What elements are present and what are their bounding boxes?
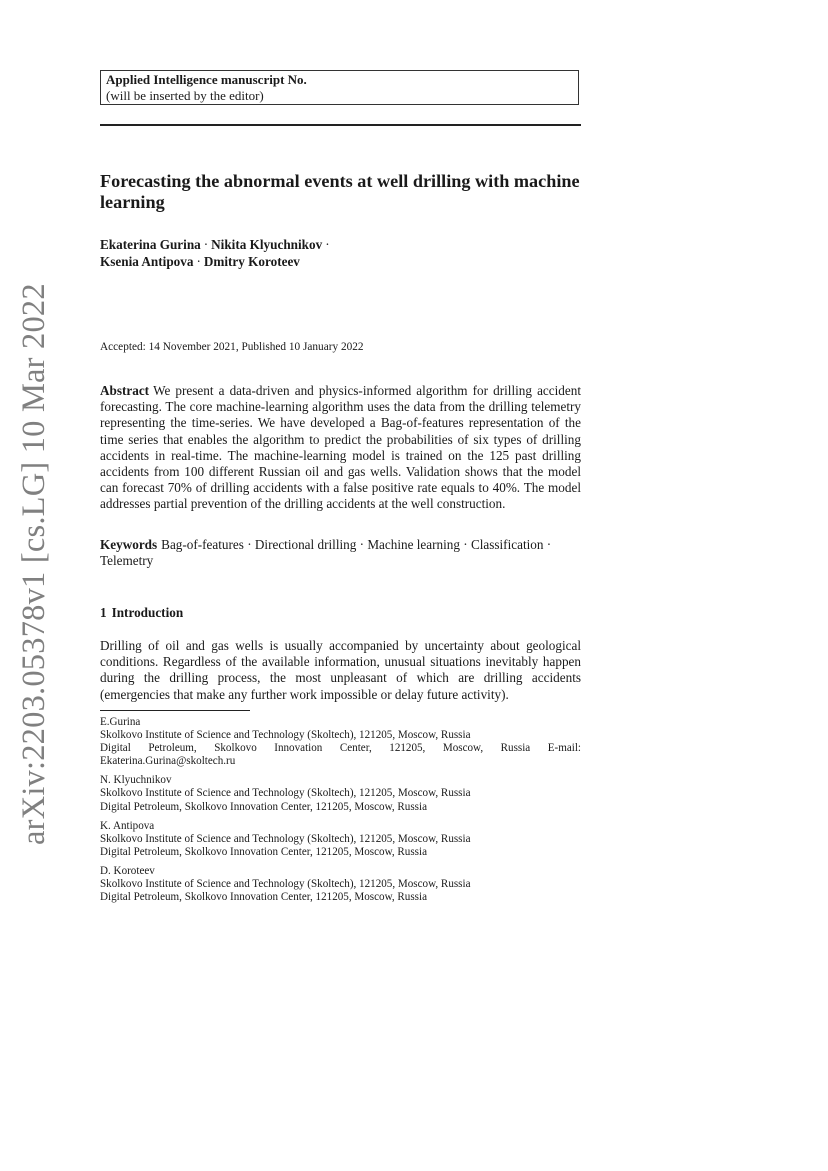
header-divider <box>100 124 581 126</box>
author-list <box>100 236 580 270</box>
affiliation-line: Skolkovo Institute of Science and Technology (Skoltech), 121205, Moscow, Russia <box>100 832 471 845</box>
affiliation-block <box>100 865 581 904</box>
abstract-text: We present a data-driven and physics-informed algorithm for drilling accident forecasting. The core machine-learning algorithm uses the data from the drilling telemetry representing the time-series. We have developed a Bag-of-features representation of the time series that enables the algorithm to predict the probabilities of six types of drilling accidents in real-time. The machine-learning model is trained on the 125 past drilling accidents from 100 different Russian oil and gas wells. Validation shows that the model can forecast 70% of drilling accidents with a false positive rate equals to 40%. The model addresses partial prevention of the drilling accidents at the well construction. <box>100 383 581 512</box>
section-heading <box>100 605 183 621</box>
arxiv-identifier: arXiv:2203.05378v1 [cs.LG] 10 Mar 2022 <box>16 283 52 845</box>
affiliation-line: Digital Petroleum, Skolkovo Innovation Center, 121205, Moscow, Russia <box>100 845 427 858</box>
author-line-1 <box>100 236 580 253</box>
affiliation-line: Digital Petroleum, Skolkovo Innovation Center, 121205, Moscow, Russia <box>100 891 427 904</box>
affiliation-author: E.Gurina <box>100 716 141 728</box>
affiliation-line: Skolkovo Institute of Science and Technology (Skoltech), 121205, Moscow, Russia <box>100 729 471 742</box>
affiliation-author: D. Koroteev <box>100 864 155 877</box>
affiliation-line: Digital Petroleum, Skolkovo Innovation Center, 121205, Moscow, Russia <box>100 800 427 813</box>
journal-header-line1: Applied Intelligence manuscript No. <box>106 72 307 87</box>
footnote-divider <box>100 710 250 711</box>
affiliation-line: Skolkovo Institute of Science and Technology (Skoltech), 121205, Moscow, Russia <box>100 787 471 800</box>
journal-header-line2: (will be inserted by the editor) <box>106 88 264 103</box>
abstract <box>100 383 581 513</box>
keywords-label: Keywords <box>100 537 158 552</box>
affiliations <box>100 716 581 910</box>
affiliation-block <box>100 774 581 813</box>
author-separator: · <box>325 237 330 252</box>
author-name: Dmitry Koroteev <box>203 254 300 269</box>
affiliation-block <box>100 820 581 859</box>
author-separator: · <box>196 254 201 269</box>
affiliation-author: N. Klyuchnikov <box>100 774 172 787</box>
author-name: Ekaterina Gurina <box>100 237 201 252</box>
author-separator: · <box>203 237 209 252</box>
affiliation-line: Skolkovo Institute of Science and Technology (Skoltech), 121205, Moscow, Russia <box>100 878 471 891</box>
affiliation-line: Digital Petroleum, Skolkovo Innovation Center, 121205, Moscow, Russia E-mail: Ekaterina.Gurina@skoltech.ru <box>100 742 581 768</box>
author-name: Ksenia Antipova <box>100 254 194 269</box>
affiliation-block <box>100 716 581 768</box>
author-line-2 <box>100 253 580 270</box>
introduction-paragraph: Drilling of oil and gas wells is usually accompanied by uncertainty about geological conditions. Regardless of the available information, unusual situations inevitably happen during the drilling process, the most unpleasant of which are drilling accidents (emergencies that make any further work impossible or delay future activity). <box>100 638 581 702</box>
section-number: 1 <box>100 605 107 620</box>
author-name: Nikita Klyuchnikov <box>211 237 323 252</box>
keywords <box>100 537 581 569</box>
abstract-label: Abstract <box>100 383 150 398</box>
affiliation-author: K. Antipova <box>100 819 155 832</box>
section-title: Introduction <box>111 605 184 620</box>
keywords-text: Bag-of-features · Directional drilling · Machine learning · Classification · Telemetry <box>100 537 552 569</box>
paper-title: Forecasting the abnormal events at well drilling with machine learning <box>100 171 580 212</box>
journal-header-box <box>100 70 579 105</box>
publication-dates: Accepted: 14 November 2021, Published 10 January 2022 <box>100 341 364 353</box>
